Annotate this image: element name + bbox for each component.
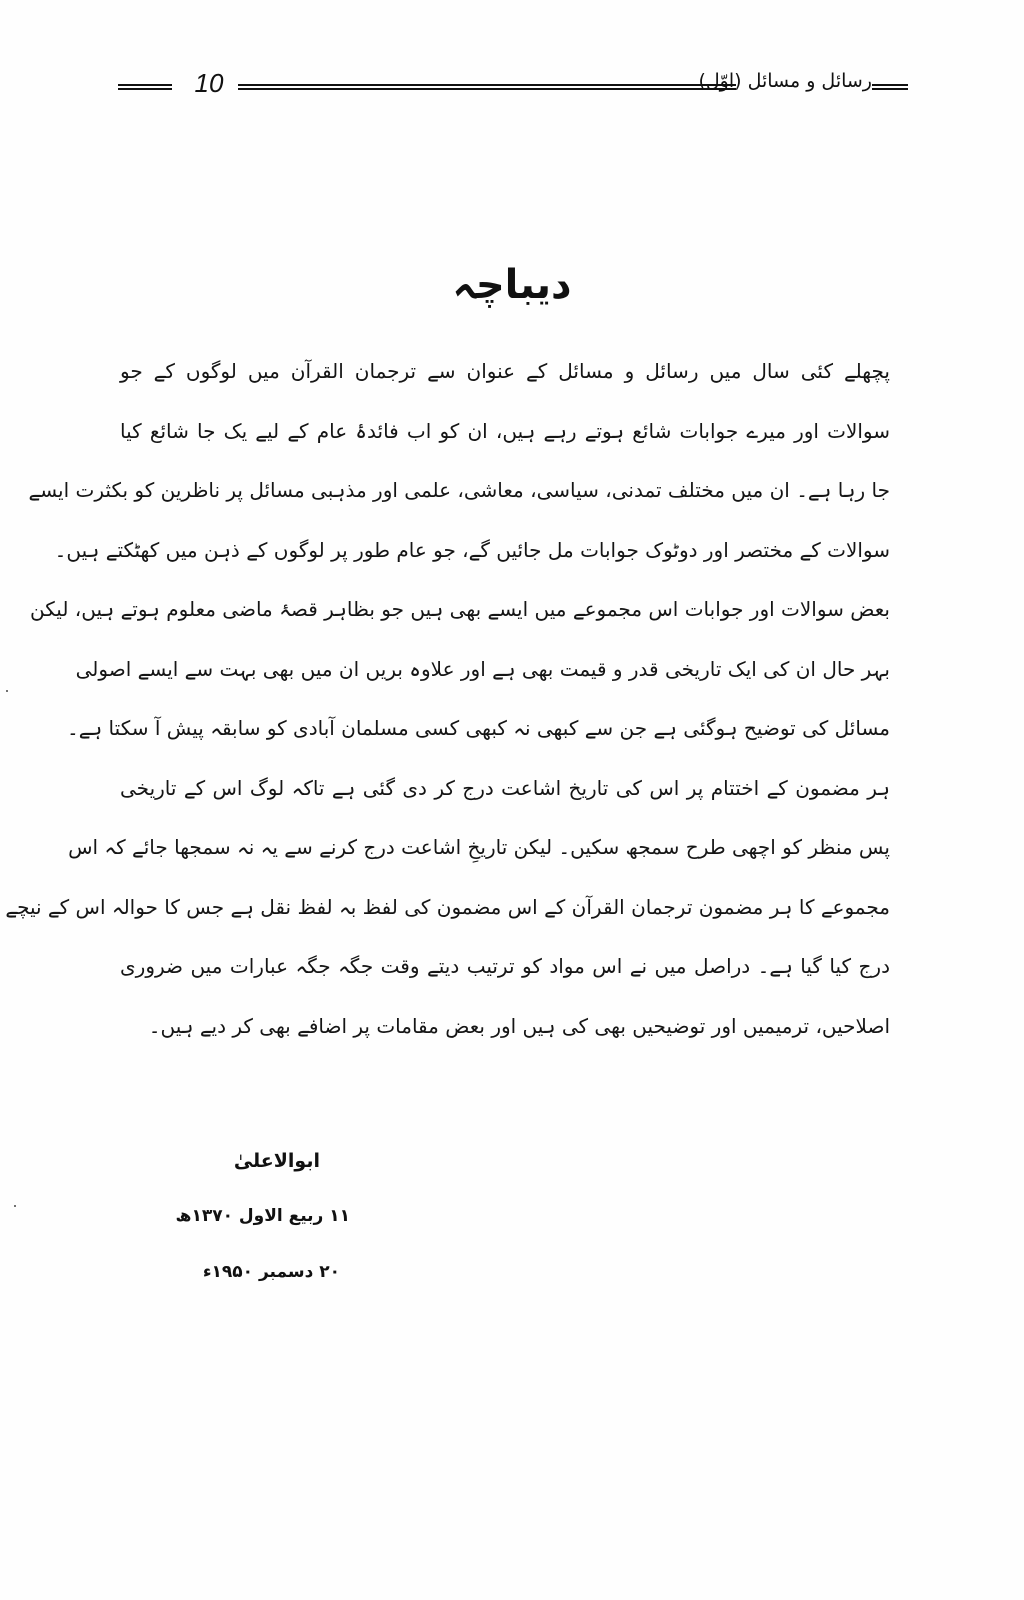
body-line: سوالات کے مختصر اور دوٹوک جوابات مل جائیں گے، جو عام طور پر لوگوں کے ذہن میں کھٹکتے ہیں۔ <box>54 537 890 562</box>
paper-speck <box>6 690 8 692</box>
page-heading: دیباچہ <box>452 262 572 308</box>
body-line: پچھلے کئی سال میں رسائل و مسائل کے عنوان سے ترجمان القرآن میں لوگوں کے جو <box>120 359 890 383</box>
body-line: مجموعے کا ہر مضمون ترجمان القرآن کے اس مضمون کی لفظ بہ لفظ نقل ہے جس کا حوالہ اس کے نیچے <box>5 894 890 919</box>
header-rule-left <box>118 84 172 90</box>
body-line: پس منظر کو اچھی طرح سمجھ سکیں۔ لیکن تاریخِ اشاعت درج کرنے سے یہ نہ سمجھا جائے کہ اس <box>68 835 890 859</box>
body-line: ہر مضمون کے اختتام پر اس کی تاریخ اشاعت درج کر دی گئی ہے تاکہ لوگ اس کے تاریخی <box>120 775 890 800</box>
header-rule-right <box>872 84 908 90</box>
running-header <box>118 66 908 106</box>
paper-speck <box>14 1205 16 1207</box>
body-line: اصلاحیں، ترمیمیں اور توضیحیں بھی کی ہیں اور بعض مقامات پر اضافے بھی کر دیے ہیں۔ <box>148 1013 890 1038</box>
body-line: جا رہا ہے۔ ان میں مختلف تمدنی، سیاسی، معاشی، علمی اور مذہبی مسائل پر ناظرین کو بکثرت ایسے <box>28 478 890 502</box>
header-rule-middle <box>238 84 736 90</box>
body-line: بعض سوالات اور جوابات اس مجموعے میں ایسے بھی ہیں جو بظاہر قصۂ ماضی معلوم ہوتے ہیں، لیکن <box>30 597 890 621</box>
body-line: بہر حال ان کی ایک تاریخی قدر و قیمت بھی ہے اور علاوہ بریں ان میں بھی بہت سے ایسے اصولی <box>75 656 890 681</box>
body-line: مسائل کی توضیح ہوگئی ہے جن سے کبھی نہ کبھی کسی مسلمان آبادی کو سابقہ پیش آ سکتا ہے۔ <box>67 716 890 740</box>
author-name: ابوالاعلیٰ <box>233 1150 320 1172</box>
book-title: رسائل و مسائل (اوّل) <box>698 70 872 92</box>
preface-body <box>5 342 890 1056</box>
page-number: 10 <box>194 68 224 98</box>
hijri-date: ۱۱ ربیع الاول ۱۳۷۰ھ <box>175 1206 350 1226</box>
body-line: درج کیا گیا ہے۔ دراصل میں نے اس مواد کو ترتیب دیتے وقت جگہ جگہ عبارات میں ضروری <box>120 954 890 978</box>
body-line: سوالات اور میرے جوابات شائع ہوتے رہے ہیں، ان کو اب فائدۂ عام کے لیے یک جا شائع کیا <box>120 418 890 443</box>
gregorian-date: ۲۰ دسمبر ۱۹۵۰ء <box>202 1262 340 1282</box>
